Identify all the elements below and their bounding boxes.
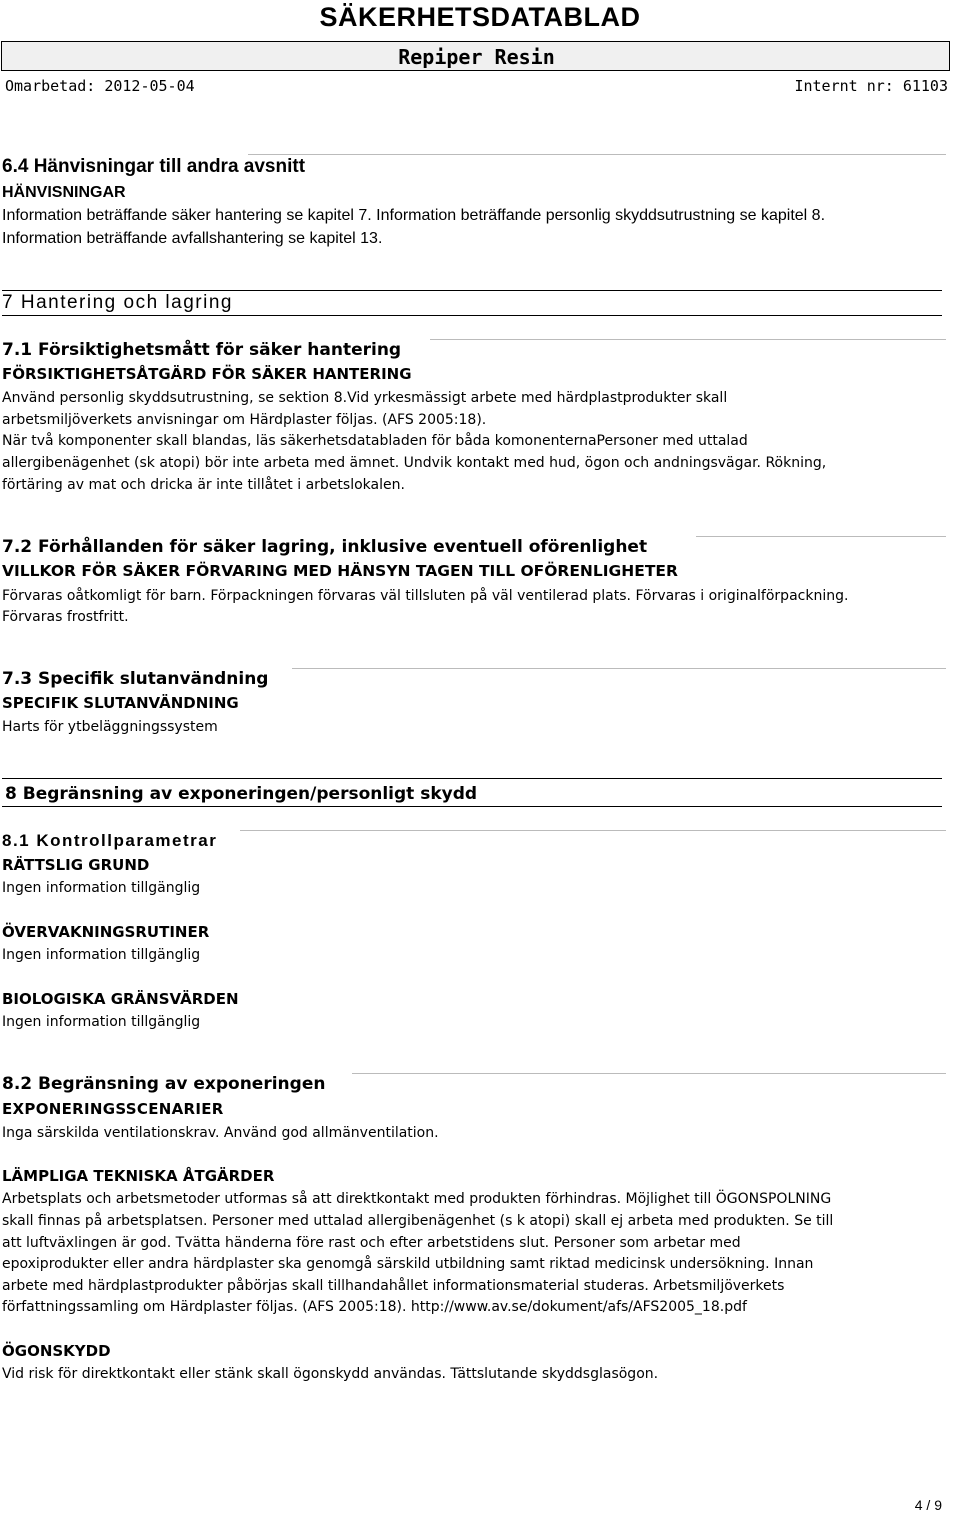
product-banner [1, 41, 950, 71]
section-rule [2, 290, 942, 291]
subheading-specifik: SPECIFIK SLUTANVÄNDNING [2, 694, 239, 712]
revision-date: Omarbetad: 2012-05-04 [5, 77, 195, 95]
paragraph-line: epoxiprodukter eller andra härdplaster ska genomgå särskild utbildning samt riktad medicinsk undersökning. Innan [2, 1256, 814, 1272]
subheading-rattslig-grund: RÄTTSLIG GRUND [2, 856, 150, 874]
product-name: Repiper Resin [398, 45, 555, 69]
paragraph-line: arbete med härdplastprodukter påbörjas skall tillhandahållet informationsmaterial studeras. Arbetsmiljöverkets [2, 1278, 785, 1294]
paragraph-line: Arbetsplats och arbetsmetoder utformas så att direktkontakt med produkten förhindras. Möjlighet till ÖGONSPOLNING [2, 1191, 832, 1207]
subheading-biologiska: BIOLOGISKA GRÄNSVÄRDEN [2, 990, 239, 1008]
page-number: 4 / 9 [914, 1497, 942, 1513]
document-title: SÄKERHETSDATABLAD [319, 2, 641, 32]
paragraph-line: Förvaras oåtkomligt för barn. Förpackningen förvaras väl tillsluten på väl ventilerad plats. Förvaras i originalförpackning. [2, 588, 849, 604]
section-heading-8-2: 8.2 Begränsning av exponeringen [2, 1074, 326, 1094]
section-heading-8-1: 8.1 Kontrollparametrar [2, 831, 218, 850]
section-rule [2, 806, 942, 807]
paragraph-line: skall finnas på arbetsplatsen. Personer med uttalad allergibenägenhet (s k atopi) skall ej arbeta med produkten. Se till [2, 1213, 834, 1229]
section-rule [696, 536, 946, 537]
subheading-tekniska-atgarder: LÄMPLIGA TEKNISKA ÅTGÄRDER [2, 1167, 275, 1185]
paragraph-line: Ingen information tillgänglig [2, 880, 201, 896]
paragraph-line: förtäring av mat och dricka är inte tillåtet i arbetslokalen. [2, 477, 405, 493]
paragraph-line: Vid risk för direktkontakt eller stänk skall ögonskydd användas. Tättslutande skyddsglasögon. [2, 1366, 659, 1382]
section-rule [430, 339, 946, 340]
paragraph-line: Inga särskilda ventilationskrav. Använd god allmänventilation. [2, 1125, 439, 1141]
section-rule [352, 1073, 946, 1074]
internal-number: Internt nr: 61103 [794, 77, 948, 95]
section-rule [2, 315, 942, 316]
subheading-forsiktighetsatgard: FÖRSIKTIGHETSÅTGÄRD FÖR SÄKER HANTERING [2, 365, 412, 383]
paragraph-line: allergibenägenhet (sk atopi) bör inte arbeta med ämnet. Undvik kontakt med hud, ögon och andningsvägar. Rökning, [2, 455, 827, 471]
section-rule [2, 778, 942, 779]
paragraph-line: Använd personlig skyddsutrustning, se sektion 8.Vid yrkesmässigt arbete med härdplastprodukter skall [2, 390, 728, 406]
paragraph-line: Ingen information tillgänglig [2, 1014, 201, 1030]
paragraph-line: Information beträffande säker hantering se kapitel 7. Information beträffande personlig skyddsutrustning se kapitel 8. [2, 207, 826, 224]
subheading-overvakningsrutiner: ÖVERVAKNINGSRUTINER [2, 923, 210, 941]
section-heading-8: 8 Begränsning av exponeringen/personligt skydd [5, 784, 478, 804]
paragraph-line: att luftväxlingen är god. Tvätta händerna före rast och efter arbetstidens slut. Personer som arbetar med [2, 1235, 741, 1251]
section-rule [292, 668, 946, 669]
section-rule [240, 830, 946, 831]
paragraph-line: Harts för ytbeläggningssystem [2, 719, 218, 735]
subheading-villkor: VILLKOR FÖR SÄKER FÖRVARING MED HÄNSYN TAGEN TILL OFÖRENLIGHETER [2, 562, 678, 580]
section-heading-7: 7 Hantering och lagring [2, 292, 233, 313]
paragraph-line: författningssamling om Härdplaster följas. (AFS 2005:18). http://www.av.se/dokument/afs/AFS2005_18.pdf [2, 1299, 747, 1315]
paragraph-line: Information beträffande avfallshantering se kapitel 13. [2, 230, 383, 247]
paragraph-line: Förvaras frostfritt. [2, 609, 129, 625]
section-heading-6-4: 6.4 Hänvisningar till andra avsnitt [2, 156, 306, 177]
section-heading-7-1: 7.1 Försiktighetsmått för säker hantering [2, 340, 402, 360]
section-rule [248, 154, 946, 155]
subheading-hanvisningar: HÄNVISNINGAR [2, 184, 126, 201]
subheading-exponeringsscenarier: EXPONERINGSSCENARIER [2, 1100, 224, 1118]
section-heading-7-2: 7.2 Förhållanden för säker lagring, inklusive eventuell oförenlighet [2, 537, 648, 557]
subheading-ogonskydd: ÖGONSKYDD [2, 1342, 111, 1360]
paragraph-line: arbetsmiljöverkets anvisningar om Härdplaster följas. (AFS 2005:18). [2, 412, 487, 428]
paragraph-line: När två komponenter skall blandas, läs säkerhetsdatabladen för båda komonenternaPersoner med uttalad [2, 433, 748, 449]
section-heading-7-3: 7.3 Specifik slutanvändning [2, 669, 269, 689]
paragraph-line: Ingen information tillgänglig [2, 947, 201, 963]
